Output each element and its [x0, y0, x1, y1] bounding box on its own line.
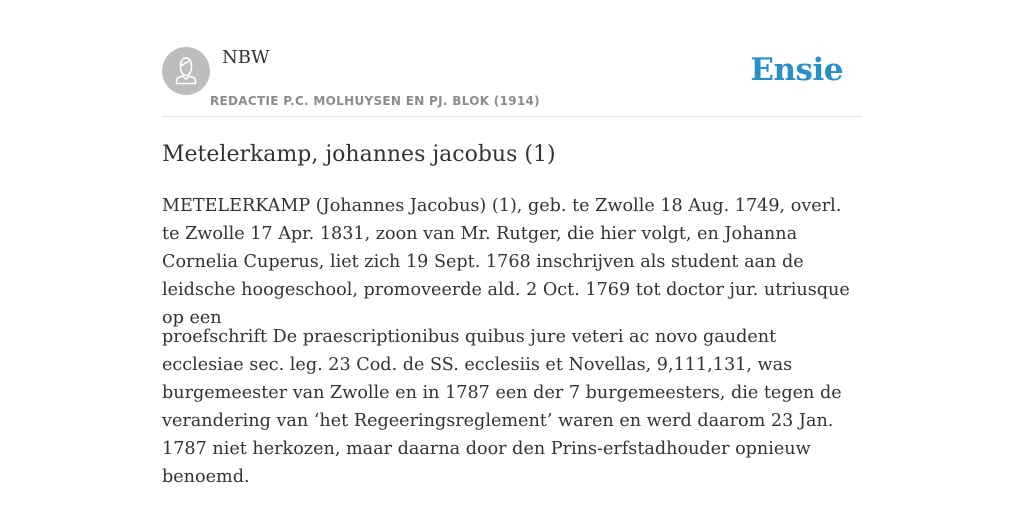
editors-line: REDACTIE P.C. MOLHUYSEN EN PJ. BLOK (1914) [210, 94, 540, 108]
article-title: Metelerkamp, johannes jacobus (1) [162, 142, 556, 167]
user-icon [162, 47, 210, 95]
article-paragraph-1: METELERKAMP (Johannes Jacobus) (1), geb. te Zwolle 18 Aug. 1749, overl. te Zwolle 17 Apr. 1831, zoon van Mr. Rutger, die hier volgt, en Johanna Cornelia Cuperus, liet zich 19 Sept. 1768 inschrijven als student aan de leidsche hoogeschool, promoveerde ald. 2 Oct. 1769 tot doctor jur. utriusque op een [162, 196, 850, 328]
author-header [162, 47, 862, 117]
article-paragraph-2: proefschrift De praescriptionibus quibus jure veteri ac novo gaudent ecclesiae sec. leg. 23 Cod. de SS. ecclesiis et Novellas, 9,111,131, was burgemeester van Zwolle en in 1787 een der 7 burgemeesters, die tegen de verandering van ‘het Regeeringsreglement’ waren en werd daarom 23 Jan. 1787 niet herkozen, maar daarna door den Prins-erfstadhouder opnieuw benoemd. [162, 327, 842, 487]
author-name[interactable]: NBW [222, 47, 270, 68]
ensie-logo[interactable]: Ensie [750, 52, 843, 88]
author-avatar[interactable] [162, 47, 210, 95]
